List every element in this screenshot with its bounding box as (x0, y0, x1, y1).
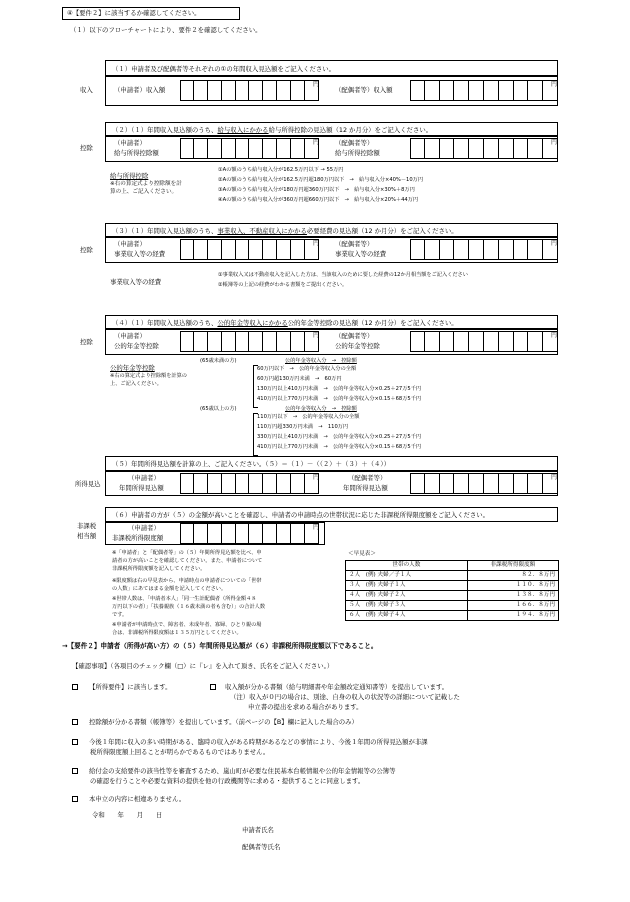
checkbox-income-document[interactable] (210, 684, 216, 690)
s1-applicant-digits[interactable] (180, 80, 319, 101)
confirm-row-1b (210, 683, 448, 691)
s5-applicant-l2: 年間所得見込額 (119, 484, 164, 492)
s6-note-7: ※世帯人数は、「申請者本人」「同一生計配偶者（所得金額４８ (112, 596, 257, 602)
confirm-row2: 控除額が分かる書類（帳簿等）を提出しています。（前ページの【B】欄に記入した場合のみ） (89, 718, 358, 726)
s4-header (105, 315, 558, 329)
table-header-row (346, 561, 559, 571)
conclusion: →【要件２】申請者（所得が高い方）の（５）年間所得見込額が（６）非課税所得限度額以下であること。 (62, 642, 378, 650)
s1-applicant-label: （申請者）収入額 (114, 86, 166, 94)
confirm-row-5 (72, 795, 185, 803)
s3-spouse-yen: 円 (551, 240, 558, 247)
s3-note-2: ②帳簿等の上記の経費がわかる書類をご提出ください。 (218, 282, 348, 288)
s6-note-2: 請者の方が高いことを確認してください。また、申請者について (112, 558, 263, 564)
s4-over65-3: 330万円以上410万円未満 → 公的年金等収入分×0.25＋27万5千円 (257, 434, 422, 440)
s4-under65-3: 130万円以上410万円未満 → 公的年金等収入分×0.25＋27万5千円 (257, 386, 422, 392)
s6-side-l2: 相当額 (77, 532, 97, 540)
checkbox-income-requirement[interactable] (72, 684, 78, 690)
table-cell-limit: １３８．８万円 (467, 591, 558, 601)
s1-side-label: 収入 (80, 86, 93, 94)
s2-note-l2: 算の上、ご記入ください。 (110, 189, 178, 195)
checkbox-no-discrepancy[interactable] (72, 796, 78, 802)
confirm-row4-b: の確認を行うことや必要な資料の提供を他の行政機関等に求める・提供することに同意します。 (90, 777, 365, 785)
s5-applicant-yen: 円 (313, 474, 320, 481)
s2-formula-1: ①Aの額のうち給与収入分が162.5万円以下 → 55万円 (218, 167, 344, 173)
s2-header-a: （２）（１）年間収入見込額のうち、 (112, 126, 218, 134)
s4-under65-2: 60万円超130万円未満 → 60万円 (257, 376, 342, 382)
s6-note-5: ※限度額は右の早見表から、申請時点の申請者についての「世帯 (112, 578, 262, 584)
s2-applicant-yen: 円 (313, 139, 320, 146)
confirm-row1-c: （注）収入が０円の場合は、別途、自身の収入の状況等の詳細について記載した (230, 693, 460, 701)
s3-applicant-l2: 事業収入等の経費 (114, 250, 166, 258)
s2-header-b: 給与収入にかかる (217, 126, 269, 134)
s5-spouse-l2: 年間所得見込額 (343, 484, 388, 492)
s4-header-b: 公的年金等収入にかかる (217, 319, 288, 327)
s6-note-8: 万円以下の者）」「扶養親族（１６歳未満の者も含む）」の合計人数 (112, 604, 266, 610)
s4-note-l2: 上、ご記入ください。 (110, 381, 162, 387)
confirm-row3-a: 今後１年間に収入の多い時期がある、臨時の収入がある時期があるなどの事情により、今後１年間の所得見込額が非課 (89, 738, 428, 746)
s2-applicant-l1: （申請者） (114, 139, 146, 147)
table-cell-household: ４人 (例) 夫婦子２人 (346, 591, 468, 601)
s4-over65-4: 410万円以上770万円未満 → 公的年金等収入分×0.15＋68万5千円 (257, 444, 422, 450)
s4-spouse-l2: 公的年金等控除 (335, 342, 380, 350)
s3-spouse-l1: （配偶者等） (335, 240, 374, 248)
s4-over65-2: 110万円超330万円未満 → 110万円 (257, 424, 349, 430)
s3-header-a: （３）（１）年間収入見込額のうち、 (112, 227, 218, 235)
s5-spouse-yen: 円 (551, 474, 558, 481)
confirm-row5: 本申立の内容に相違ありません。 (89, 795, 186, 803)
confirm-row1-b: 収入額が分かる書類（給与明細書や年金額改定通知書等）を提出しています。 (225, 683, 449, 691)
confirm-row-3 (72, 738, 428, 746)
s4-spouse-digits[interactable] (410, 331, 558, 352)
s4-applicant-digits[interactable] (180, 331, 319, 352)
confirm-row-2 (72, 718, 358, 726)
checkbox-deduction-document[interactable] (72, 719, 78, 725)
s6-applicant-l2: 非課税所得限度額 (112, 534, 164, 542)
table-row (346, 581, 559, 591)
s4-over65-1: 110万円以下 → 公的年金等収入分の全額 (257, 414, 360, 420)
table-row (346, 571, 559, 581)
table-row (346, 591, 559, 601)
s2-spouse-l2: 給与所得控除額 (335, 149, 380, 157)
s4-header-c: 公的年金等控除の見込額（12 か月分）をご記入ください。 (287, 319, 458, 327)
s4-over65-head: 公的年金等収入分 → 控除額 (285, 406, 357, 412)
s3-note-1: ①事業収入又は不動産収入を記入した方は、当該収入のために要した経費の12か月相当額をご記入ください (218, 272, 468, 278)
s3-spouse-digits[interactable] (410, 239, 558, 260)
s4-under65-1: 60万円以下 → 公的年金等収入分の全額 (257, 366, 357, 372)
s2-note-title: 給与所得控除 (110, 172, 149, 180)
s4-note-title: 公的年金等控除 (110, 364, 155, 372)
confirm-row3-b: 税所得限度額上回ることが明らかであるものではありません。 (90, 748, 270, 756)
s5-side-label: 所得見込 (75, 480, 101, 488)
confirm-row-1 (72, 683, 172, 691)
s2-note-l1: ※右の算定式より控除額を計 (110, 181, 182, 187)
s4-note-l1: ※右の算定式より控除額を計算の (110, 373, 187, 379)
s6-note-9: です。 (112, 612, 128, 618)
s1-spouse-digits[interactable] (410, 80, 558, 101)
s6-note-10: ※申請者が申請時点で、障害者、未成年者、寡婦、ひとり親の場 (112, 622, 262, 628)
confirm-row1-a: 【所得要件】に該当します。 (89, 683, 172, 691)
s2-spouse-yen: 円 (551, 139, 558, 146)
heading-item: ④【要件２】に該当するか確認してください。 (62, 7, 240, 20)
table-row (346, 611, 559, 621)
s5-applicant-l1: （申請者） (128, 474, 160, 482)
s4-side-label: 控除 (80, 338, 93, 346)
s1-header: （１）申請者及び配偶者等それぞれの①の年間収入見込額をご記入ください。 (105, 60, 558, 76)
table-cell-limit: １６６．８万円 (467, 601, 558, 611)
table-cell-household: ３人 (例) 夫婦子１人 (346, 581, 468, 591)
checkbox-no-income-increase[interactable] (72, 739, 78, 745)
s6-applicant-yen: 円 (313, 524, 320, 531)
s4-under65-label: (65歳未満の方) (200, 358, 237, 364)
s4-applicant-l2: 公的年金等控除 (114, 342, 159, 350)
s4-header-a: （４）（１）年間収入見込額のうち、 (112, 319, 218, 327)
s5-spouse-l1: （配偶者等） (348, 474, 387, 482)
s2-formula-4: ④Aの額のうち給与収入分が360万円超660万円以下 → 給与収入分×20%＋44万円 (218, 197, 419, 203)
s4-applicant-yen: 円 (313, 332, 320, 339)
confirm-row4-a: 給付金の支給要件の該当性等を審査するため、嵐山町が必要な住民基本台帳情報や公的年金情報等の公簿等 (89, 767, 396, 775)
table-cell-household: ２人 (例) 夫婦／子１人 (346, 571, 468, 581)
s6-header: （６）申請者の方が（５）の金額が高いことを確認し、申請者の申請時点の世帯状況に応じた非課税所得限度額をご記入ください。 (105, 507, 558, 522)
s3-applicant-digits[interactable] (180, 239, 319, 260)
s6-note-6: の人数」にあてはまる金額を記入してください。 (112, 586, 227, 592)
checkbox-consent[interactable] (72, 768, 78, 774)
s6-table-title: ＜早見表＞ (348, 551, 376, 557)
table-row (346, 601, 559, 611)
s2-formula-3: ③Aの額のうち給与収入分が180万円超360万円以下 → 給与収入分×30%＋8万円 (218, 187, 415, 193)
confirm-title: 【確認事項】（各項目のチェック欄（□）に『レ』を入れて頂き、氏名をご記入ください。） (72, 662, 334, 670)
s2-side-label: 控除 (80, 144, 93, 152)
s3-note-title: 事業収入等の経費 (110, 278, 162, 286)
heading-sub: （１）以下のフローチャートにより、要件２を確認してください。 (70, 26, 262, 34)
s6-note-11: 合は、非課税所得限度額は１３５万円としてください。 (112, 630, 242, 636)
s3-header-c: 必要経費の見込額（12 か月分）をご記入ください。 (306, 227, 458, 235)
s2-spouse-digits[interactable] (410, 138, 558, 159)
s2-header-c: 給与所得控除の見込額（12 か月分）をご記入ください。 (268, 126, 433, 134)
s2-spouse-l1: （配偶者等） (335, 139, 374, 147)
s2-formula-2: ②Aの額のうち給与収入分が162.5万円超180万円以下 → 給与収入分×40%－10万円 (218, 177, 424, 183)
s1-spouse-label: （配偶者等）収入額 (335, 86, 393, 94)
s6-applicant-l1: （申請者） (128, 524, 160, 532)
s4-applicant-l1: （申請者） (114, 332, 146, 340)
table-cell-limit: １１０．８万円 (467, 581, 558, 591)
confirm-row-4 (72, 767, 396, 775)
s1-spouse-yen: 円 (551, 81, 558, 88)
s3-applicant-l1: （申請者） (114, 240, 146, 248)
table-cell-limit: １９４．８万円 (467, 611, 558, 621)
s3-header (105, 223, 558, 237)
s4-under65-4: 410万円以上770万円未満 → 公的年金等収入分×0.15＋68万5千円 (257, 396, 422, 402)
spouse-name-label: 配偶者等氏名 (242, 843, 281, 851)
s3-spouse-l2: 事業収入等の経費 (335, 250, 387, 258)
s3-applicant-yen: 円 (313, 240, 320, 247)
s2-header (105, 122, 558, 136)
s5-applicant-digits[interactable] (180, 473, 319, 494)
table-cell-household: ６人 (例) 夫婦子４人 (346, 611, 468, 621)
applicant-name-label: 申請者氏名 (242, 826, 274, 834)
s3-header-b: 事業収入、不動産収入にかかる (217, 227, 307, 235)
table-cell-limit: ８２．８万円 (467, 571, 558, 581)
s6-note-3: 非課税所得限度額を記入してください。 (112, 566, 206, 572)
s4-spouse-l1: （配偶者等） (335, 332, 374, 340)
s2-applicant-l2: 給与所得控除額 (114, 149, 159, 157)
table-head-limit: 非課税所得限度額 (467, 561, 558, 571)
s4-spouse-yen: 円 (551, 332, 558, 339)
s2-applicant-digits[interactable] (180, 138, 319, 159)
date-field[interactable]: 令和 年 月 日 (92, 811, 163, 819)
s4-over65-label: (65歳以上の方) (200, 406, 237, 412)
s6-side-l1: 非課税 (77, 522, 97, 530)
s3-side-label: 控除 (80, 246, 93, 254)
s6-applicant-digits[interactable] (180, 523, 319, 544)
s6-note-1: ※「申請者」と「配偶者等」の（５）年間所得見込額を比べ、申 (112, 550, 262, 556)
s5-header: （５）年間所得見込額を計算の上、ご記入ください。（５）＝（１）－（（２）＋（３）＋（４）） (105, 456, 558, 471)
s4-under65-head: 公的年金等収入分 → 控除額 (285, 358, 357, 364)
table-cell-household: ５人 (例) 夫婦子３人 (346, 601, 468, 611)
confirm-row1-d: 申立書の提出を求める場合があります。 (248, 703, 363, 711)
s6-quick-table (345, 560, 559, 621)
s1-applicant-yen: 円 (313, 81, 320, 88)
table-head-household: 世帯の人数 (346, 561, 468, 571)
s5-spouse-digits[interactable] (410, 473, 558, 494)
